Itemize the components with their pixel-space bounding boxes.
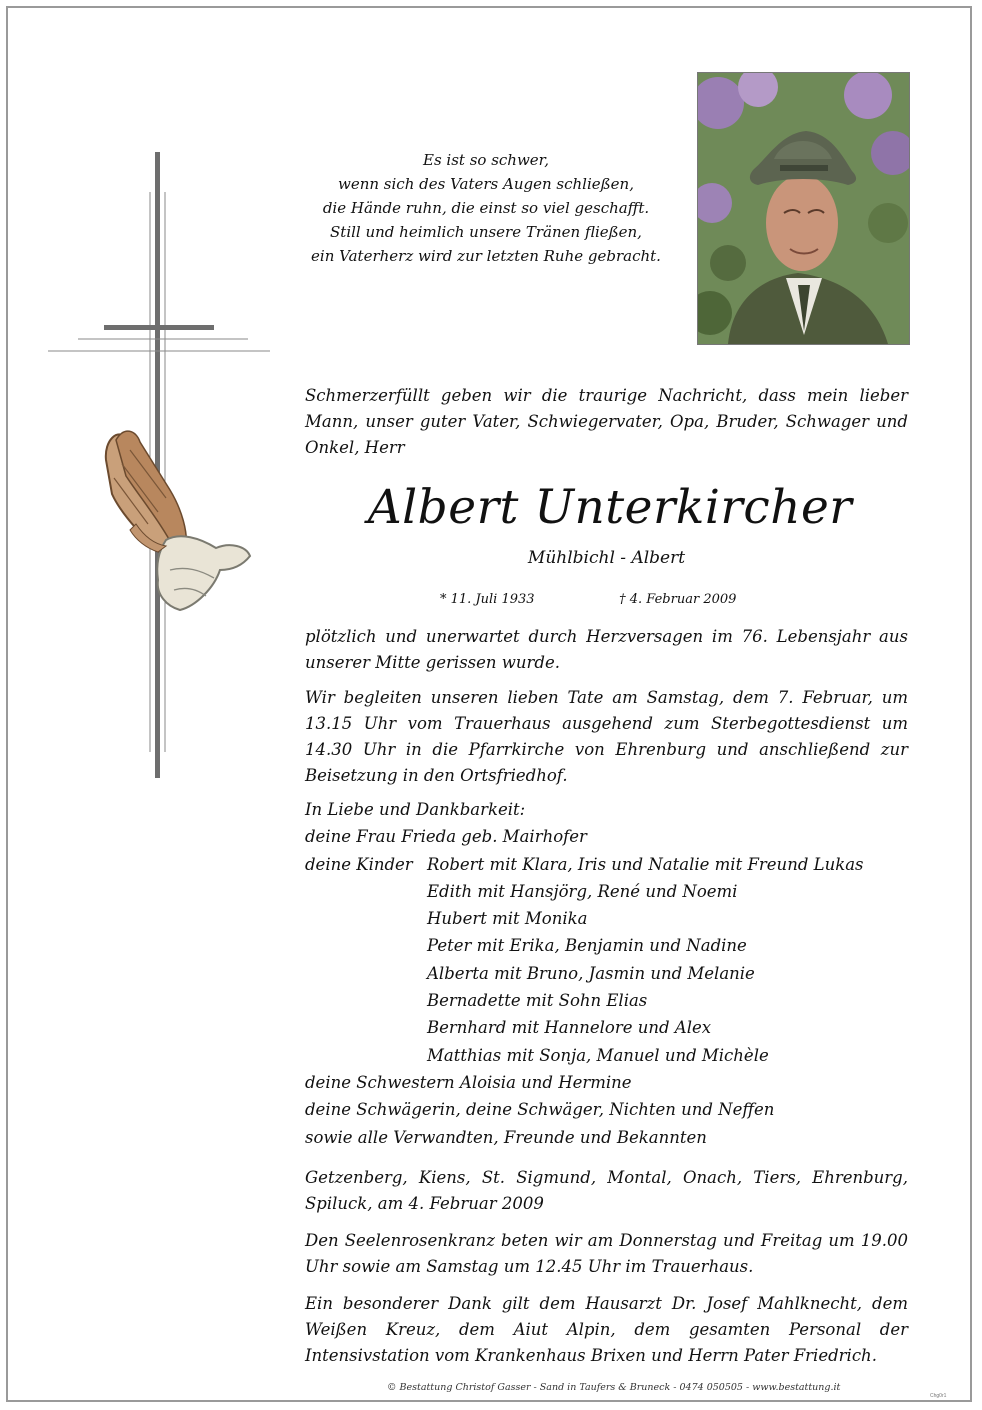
child-entry: Robert mit Klara, Iris und Natalie mit Freund Lukas [427, 854, 864, 874]
child-entry: Bernadette mit Sohn Elias [427, 991, 648, 1011]
praying-hands-icon [96, 420, 256, 620]
list-item [305, 1124, 908, 1151]
poem-line: Still und heimlich unsere Tränen fließen, [330, 223, 642, 241]
mourners-list [305, 796, 908, 1151]
place-date-paragraph [305, 1165, 908, 1217]
thanks-paragraph [305, 1291, 908, 1369]
child-entry: Edith mit Hansjörg, René und Noemi [427, 881, 738, 901]
child-entry: Bernhard mit Hannelore und Alex [427, 1018, 712, 1038]
portrait-photo [697, 72, 910, 345]
intro-text: Schmerzerfüllt geben wir die traurige Nachricht, dass mein lieber Mann, unser guter Vater, Schwiegervater, Opa, Bruder, Schwager und Onkel, Herr [305, 386, 908, 457]
rosary-text: Den Seelenrosenkranz beten wir am Donnerstag und Freitag um 19.00 Uhr sowie am Samstag um 12.45 Uhr im Trauerhaus. [305, 1231, 908, 1276]
poem-line: ein Vaterherz wird zur letzten Ruhe gebracht. [311, 247, 661, 265]
child-entry: Matthias mit Sonja, Manuel und Michèle [427, 1045, 769, 1065]
list-item [305, 878, 908, 905]
list-item [305, 960, 908, 987]
life-dates [440, 592, 800, 607]
rosary-paragraph [305, 1228, 908, 1280]
poem-line: Es ist so schwer, [423, 151, 549, 169]
mourner-wife: deine Frau Frieda geb. Mairhofer [305, 827, 587, 847]
thanks-text: Ein besonderer Dank gilt dem Hausarzt Dr. Josef Mahlknecht, dem Weißen Kreuz, dem Aiut Alpin, dem gesamten Personal der Intensivstation vom Krankenhaus Brixen und Herrn Pater Friedrich. [305, 1294, 908, 1365]
child-entry: Alberta mit Bruno, Jasmin und Melanie [427, 963, 755, 983]
list-item [305, 905, 908, 932]
mourner-sisters: deine Schwestern Aloisia und Hermine [305, 1072, 632, 1092]
mourners-heading: In Liebe und Dankbarkeit: [305, 800, 526, 819]
death-date: † 4. Februar 2009 [619, 592, 737, 607]
funeral-text: Wir begleiten unseren lieben Tate am Samstag, dem 7. Februar, um 13.15 Uhr vom Trauerhaus ausgehend zum Sterbegottesdienst um 14.30 Uhr in die Pfarrkirche von Ehrenburg und anschließend zur Beisetzung in den Ortsfriedhof. [305, 688, 908, 785]
funeral-paragraph [305, 685, 908, 789]
place-date-text: Getzenberg, Kiens, St. Sigmund, Montal, Onach, Tiers, Ehrenburg, Spiluck, am 4. Februar 2009 [305, 1168, 908, 1213]
intro-paragraph [305, 383, 908, 461]
children-label: deine Kinder [305, 854, 413, 874]
memorial-poem [288, 148, 684, 268]
list-item [305, 851, 908, 878]
corner-code: Chg0r1 [930, 1393, 947, 1399]
list-item [305, 987, 908, 1014]
list-item [305, 796, 908, 823]
deceased-name: Albert Unterkircher [367, 480, 853, 535]
birth-date: * 11. Juli 1933 [440, 592, 535, 607]
footer-credit: © Bestattung Christof Gasser - Sand in Taufers & Bruneck - 0474 050505 - www.bestattung.it [387, 1382, 841, 1393]
list-item [305, 1096, 908, 1123]
poem-line: die Hände ruhn, die einst so viel geschafft. [322, 199, 650, 217]
child-entry: Peter mit Erika, Benjamin und Nadine [427, 936, 747, 956]
list-item [305, 823, 908, 850]
list-item [305, 1042, 908, 1069]
child-entry: Hubert mit Monika [427, 909, 588, 929]
death-text: plötzlich und unerwartet durch Herzversagen im 76. Lebensjahr aus unserer Mitte gerissen wurde. [305, 627, 908, 672]
poem-line: wenn sich des Vaters Augen schließen, [338, 175, 634, 193]
list-item [305, 1069, 908, 1096]
list-item [305, 1014, 908, 1041]
deceased-nickname: Mühlbichl - Albert [527, 548, 686, 568]
death-paragraph [305, 624, 908, 676]
mourner-in-laws: deine Schwägerin, deine Schwäger, Nichten und Neffen [305, 1100, 775, 1120]
list-item [305, 932, 908, 959]
mourner-others: sowie alle Verwandten, Freunde und Bekannten [305, 1127, 707, 1147]
